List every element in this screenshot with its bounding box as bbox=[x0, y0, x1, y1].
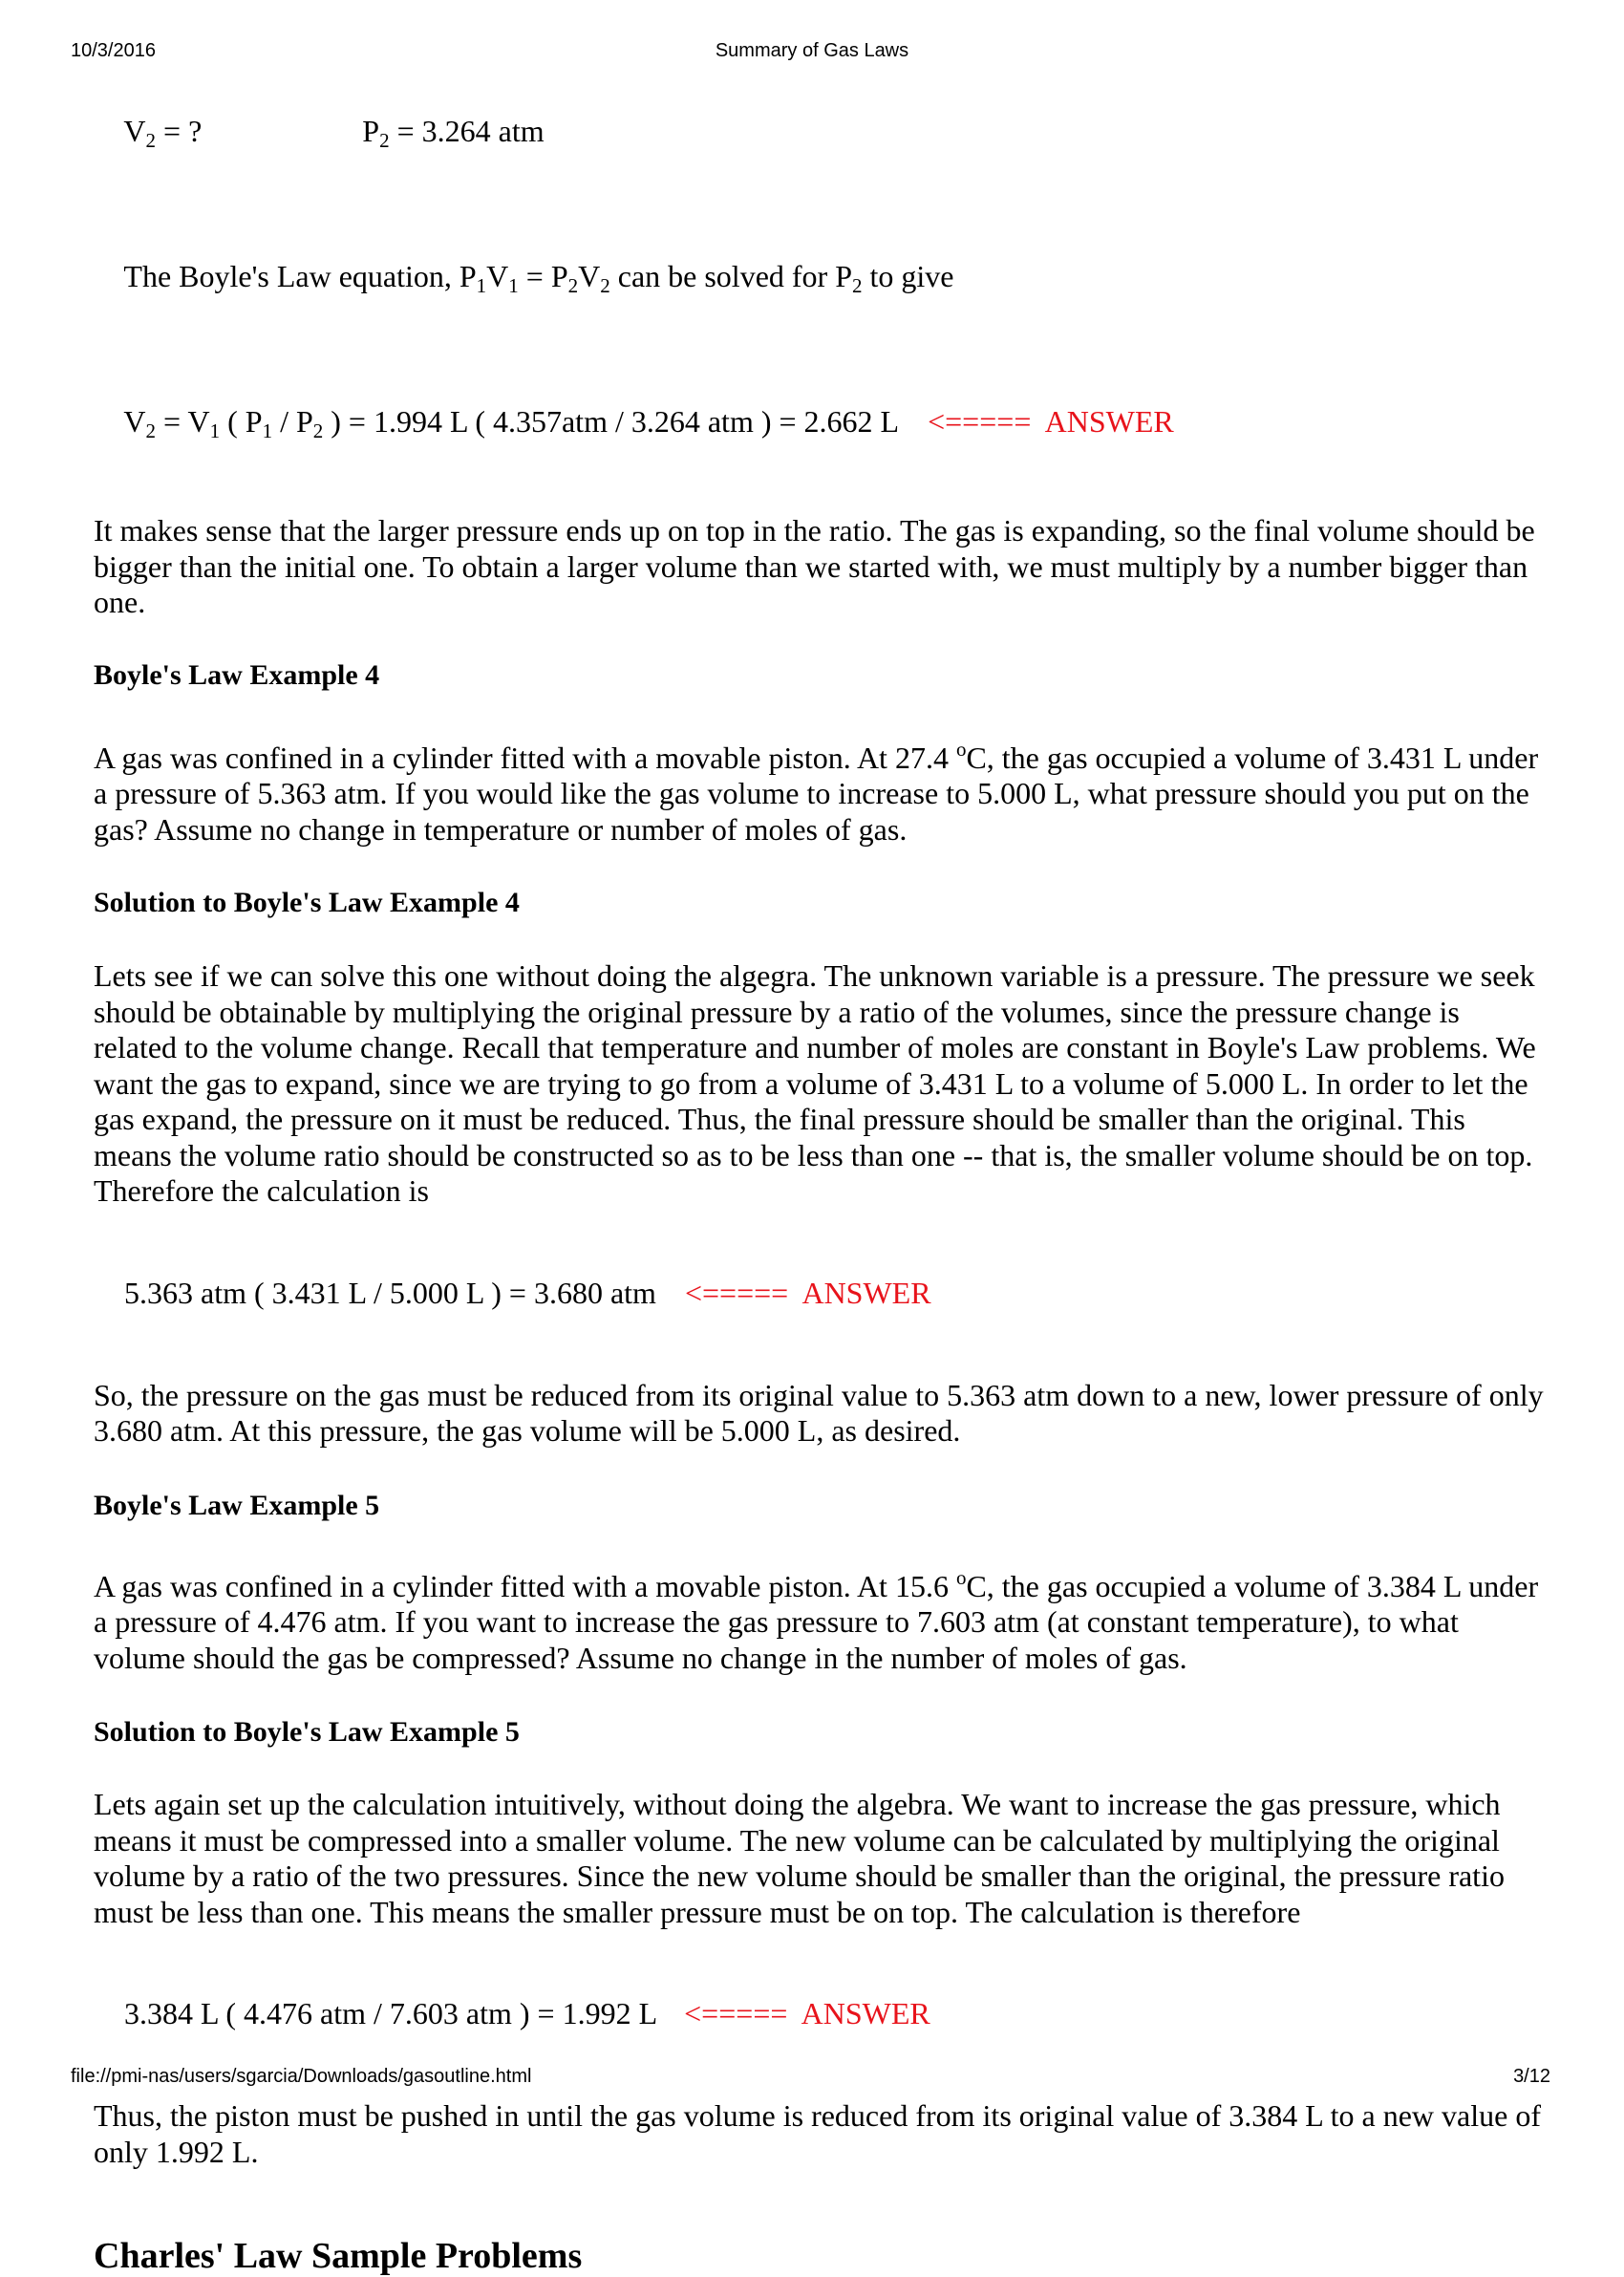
calc-sub: 1 bbox=[262, 419, 273, 442]
boyle-equation-line bbox=[94, 224, 1546, 330]
answer-marker: <===== ANSWER bbox=[928, 404, 1174, 439]
header-title: Summary of Gas Laws bbox=[715, 40, 909, 61]
calc-text: 3.384 L ( 4.476 atm / 7.603 atm ) = 1.992 L bbox=[124, 1996, 658, 2030]
eq-text: V bbox=[486, 259, 509, 293]
eq-sub: 2 bbox=[600, 274, 610, 297]
conclusion-4-text: So, the pressure on the gas must be reduced from its original value to 5.363 atm down to a new, lower pressure of only 3.680 atm. At this pressure, the gas volume will be 5.000 L, as desired. bbox=[94, 1377, 1544, 1448]
calc-text: = V bbox=[156, 404, 210, 439]
eq-sub: 1 bbox=[476, 274, 487, 297]
example-4-problem bbox=[94, 737, 1546, 849]
solution-5-text: Lets again set up the calculation intuitively, without doing the algebra. We want to increase the gas pressure, which means it must be compressed into a smaller volume. The new volume can be calculated by multiplying the original volume by a ratio of the two pressures. Since the new volume should be smaller than the original, the pressure ratio must be less than one. This means the smaller pressure must be on top. The calculation is therefore bbox=[94, 1787, 1505, 1929]
calc-sub: 2 bbox=[312, 419, 324, 442]
calc-text: ) = 1.994 L ( 4.357atm / 3.264 atm ) = 2.662 L bbox=[323, 404, 900, 439]
eq-sub: 2 bbox=[852, 274, 863, 297]
solution-5-heading: Solution to Boyle's Law Example 5 bbox=[94, 1716, 520, 1748]
calc-sub: 1 bbox=[209, 419, 221, 442]
header-date: 10/3/2016 bbox=[71, 40, 156, 61]
problem-text: A gas was confined in a cylinder fitted with a movable piston. At 15.6 bbox=[94, 1568, 956, 1603]
calc-text: / P bbox=[272, 404, 313, 439]
calc-sub: 2 bbox=[145, 419, 157, 442]
v2-value: = ? bbox=[156, 114, 203, 148]
example-5-heading: Boyle's Law Example 5 bbox=[94, 1489, 380, 1521]
calc-4-line bbox=[94, 1240, 1546, 1346]
problem-text: C, the gas occupied a volume of 3.431 L under a pressure of 5.363 atm. If you would like the gas volume to increase to 5.000 L, what pressure should you put on the gas? Assume no change in temperature or number of moles of gas. bbox=[94, 740, 1539, 847]
p2-symbol: P bbox=[362, 114, 380, 148]
calc-5-line bbox=[94, 1961, 1546, 2067]
answer-marker: <===== ANSWER bbox=[684, 1275, 931, 1310]
document-body bbox=[94, 73, 1546, 2277]
eq-sub: 2 bbox=[567, 274, 579, 297]
conclusion-5-text: Thus, the piston must be pushed in until the gas volume is reduced from its original value of 3.384 L to a new value of only 1.992 L. bbox=[94, 2098, 1541, 2169]
problem-text: C, the gas occupied a volume of 3.384 L under a pressure of 4.476 atm. If you want to increase the gas pressure to 7.603 atm (at constant temperature), to what volume should the gas be compressed? Assume no change in the number of moles of gas. bbox=[94, 1568, 1539, 1675]
v2-subscript: 2 bbox=[145, 129, 157, 152]
degree-superscript: o bbox=[955, 737, 967, 761]
eq-text: can be solved for P bbox=[609, 259, 852, 293]
eq-text: = P bbox=[518, 259, 568, 293]
degree-superscript: o bbox=[955, 1565, 967, 1589]
calc1-line bbox=[94, 369, 1546, 475]
v2-symbol: V bbox=[123, 114, 146, 148]
example-4-heading: Boyle's Law Example 4 bbox=[94, 658, 380, 691]
calc-text: 5.363 atm ( 3.431 L / 5.000 L ) = 3.680 atm bbox=[124, 1275, 656, 1310]
example-5-problem bbox=[94, 1565, 1546, 1677]
top-values-line bbox=[94, 78, 1546, 184]
solution-4-heading: Solution to Boyle's Law Example 4 bbox=[94, 887, 520, 918]
charles-law-heading: Charles' Law Sample Problems bbox=[94, 2236, 583, 2276]
footer-page-number: 3/12 bbox=[1513, 2066, 1550, 2087]
eq-sub: 1 bbox=[508, 274, 519, 297]
problem-text: A gas was confined in a cylinder fitted with a movable piston. At 27.4 bbox=[94, 740, 956, 775]
solution-4-text: Lets see if we can solve this one without doing the algegra. The unknown variable is a pressure. The pressure we seek should be obtainable by multiplying the original pressure by a ratio of the volumes, since the pressure change is related to the volume change. Recall that temperature and number of moles are constant in Boyle's Law problems. We want the gas to expand, since we are trying to go from a volume of 3.431 L to a volume of 5.000 L. In order to let the gas expand, the pressure on it must be reduced. Thus, the final pressure should be smaller than the original. This means the volume ratio should be constructed so as to be less than one -- that is, the smaller volume should be on top. Therefore the calculation is bbox=[94, 958, 1536, 1208]
calc-text: V bbox=[123, 404, 146, 439]
answer-marker: <===== ANSWER bbox=[684, 1996, 930, 2030]
p2-value: = 3.264 atm bbox=[389, 114, 545, 148]
footer-file-path: file://pmi-nas/users/sgarcia/Downloads/gasoutline.html bbox=[71, 2066, 532, 2087]
eq-text: V bbox=[578, 259, 601, 293]
calc-text: ( P bbox=[220, 404, 263, 439]
explanation-paragraph: It makes sense that the larger pressure ends up on top in the ratio. The gas is expanding, so the final volume should be bigger than the initial one. To obtain a larger volume than we started with, we must multiply by a number bigger than one. bbox=[94, 513, 1535, 619]
eq-text: The Boyle's Law equation, P bbox=[123, 259, 477, 293]
eq-text: to give bbox=[862, 259, 954, 293]
p2-subscript: 2 bbox=[379, 129, 390, 152]
